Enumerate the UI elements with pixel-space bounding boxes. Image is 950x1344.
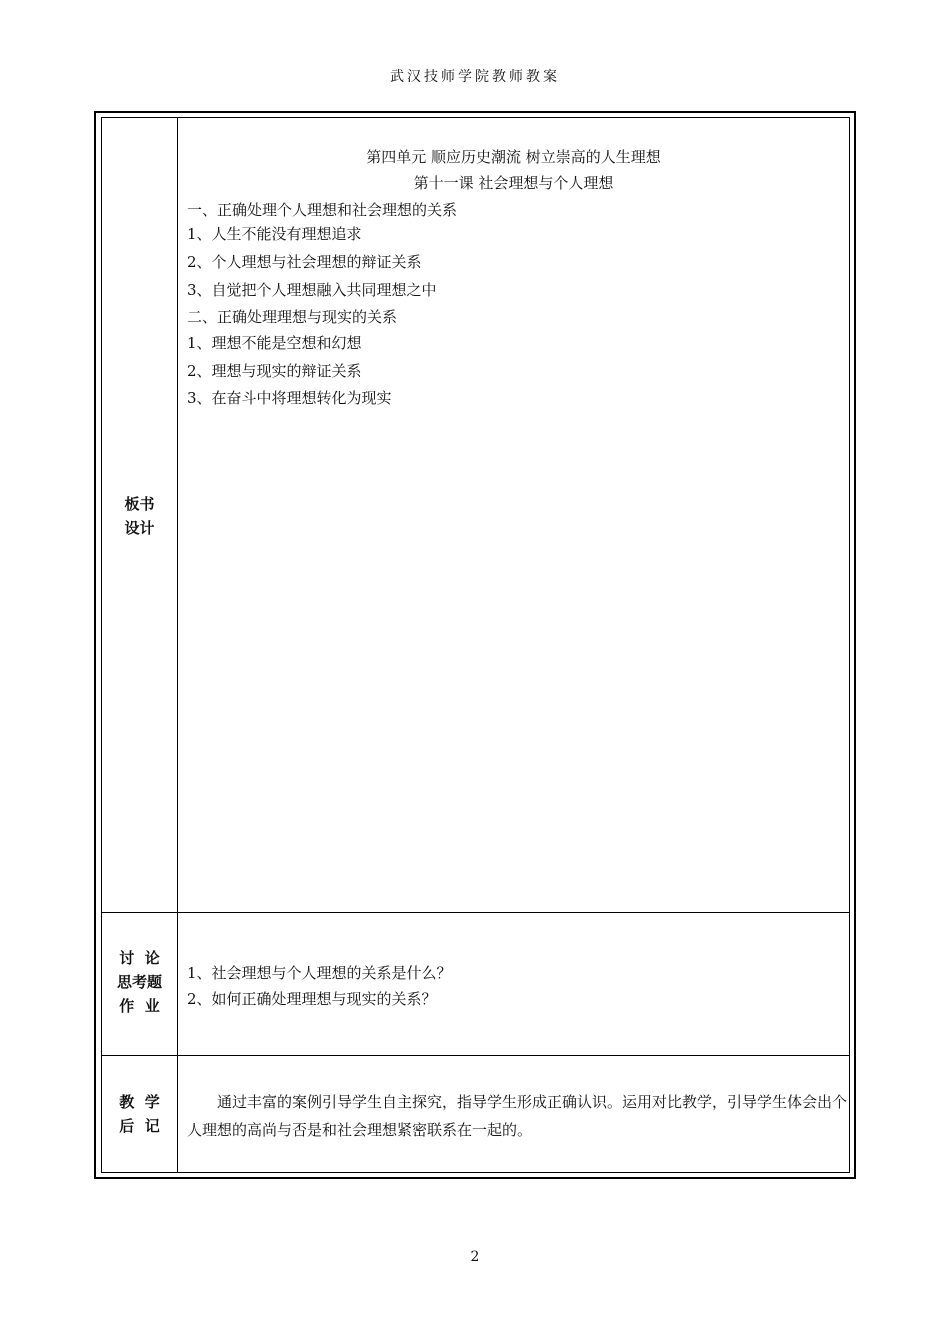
discussion-item: 1、社会理想与个人理想的关系是什么？ bbox=[187, 964, 452, 982]
page-number: 2 bbox=[470, 1249, 480, 1265]
board-design-label: 板书 设计 bbox=[124, 495, 155, 537]
board-line: 1、理想不能是空想和幻想 bbox=[187, 334, 362, 352]
lesson-title: 第十一课 社会理想与个人理想 bbox=[413, 174, 614, 192]
discussion-item: 2、如何正确处理理想与现实的关系？ bbox=[187, 990, 437, 1008]
document-header: 武汉技师学院教师教案 bbox=[390, 69, 560, 85]
row-divider-discussion bbox=[102, 1055, 849, 1056]
board-line: 一、正确处理个人理想和社会理想的关系 bbox=[187, 201, 458, 219]
discussion-label: 讨 论 思考题 作 业 bbox=[116, 949, 162, 1015]
board-line: 3、在奋斗中将理想转化为现实 bbox=[187, 389, 392, 407]
label-column-divider bbox=[177, 118, 178, 1172]
board-line: 2、理想与现实的辩证关系 bbox=[187, 362, 362, 380]
board-line: 3、自觉把个人理想融入共同理想之中 bbox=[187, 281, 437, 299]
unit-title: 第四单元 顺应历史潮流 树立崇高的人生理想 bbox=[366, 148, 661, 166]
row-divider-board bbox=[102, 912, 849, 913]
table-inner-border bbox=[101, 117, 850, 1173]
board-line: 二、正确处理理想与现实的关系 bbox=[187, 308, 398, 326]
board-line: 2、个人理想与社会理想的辩证关系 bbox=[187, 253, 422, 271]
board-line: 1、人生不能没有理想追求 bbox=[187, 225, 362, 243]
teaching-notes-label: 教 学 后 记 bbox=[119, 1093, 160, 1135]
teaching-notes-text: 通过丰富的案例引导学生自主探究，指导学生形成正确认识。运用对比教学，引导学生体会出个人理想的高尚与否是和社会理想紧密联系在一起的。 bbox=[187, 1093, 848, 1139]
